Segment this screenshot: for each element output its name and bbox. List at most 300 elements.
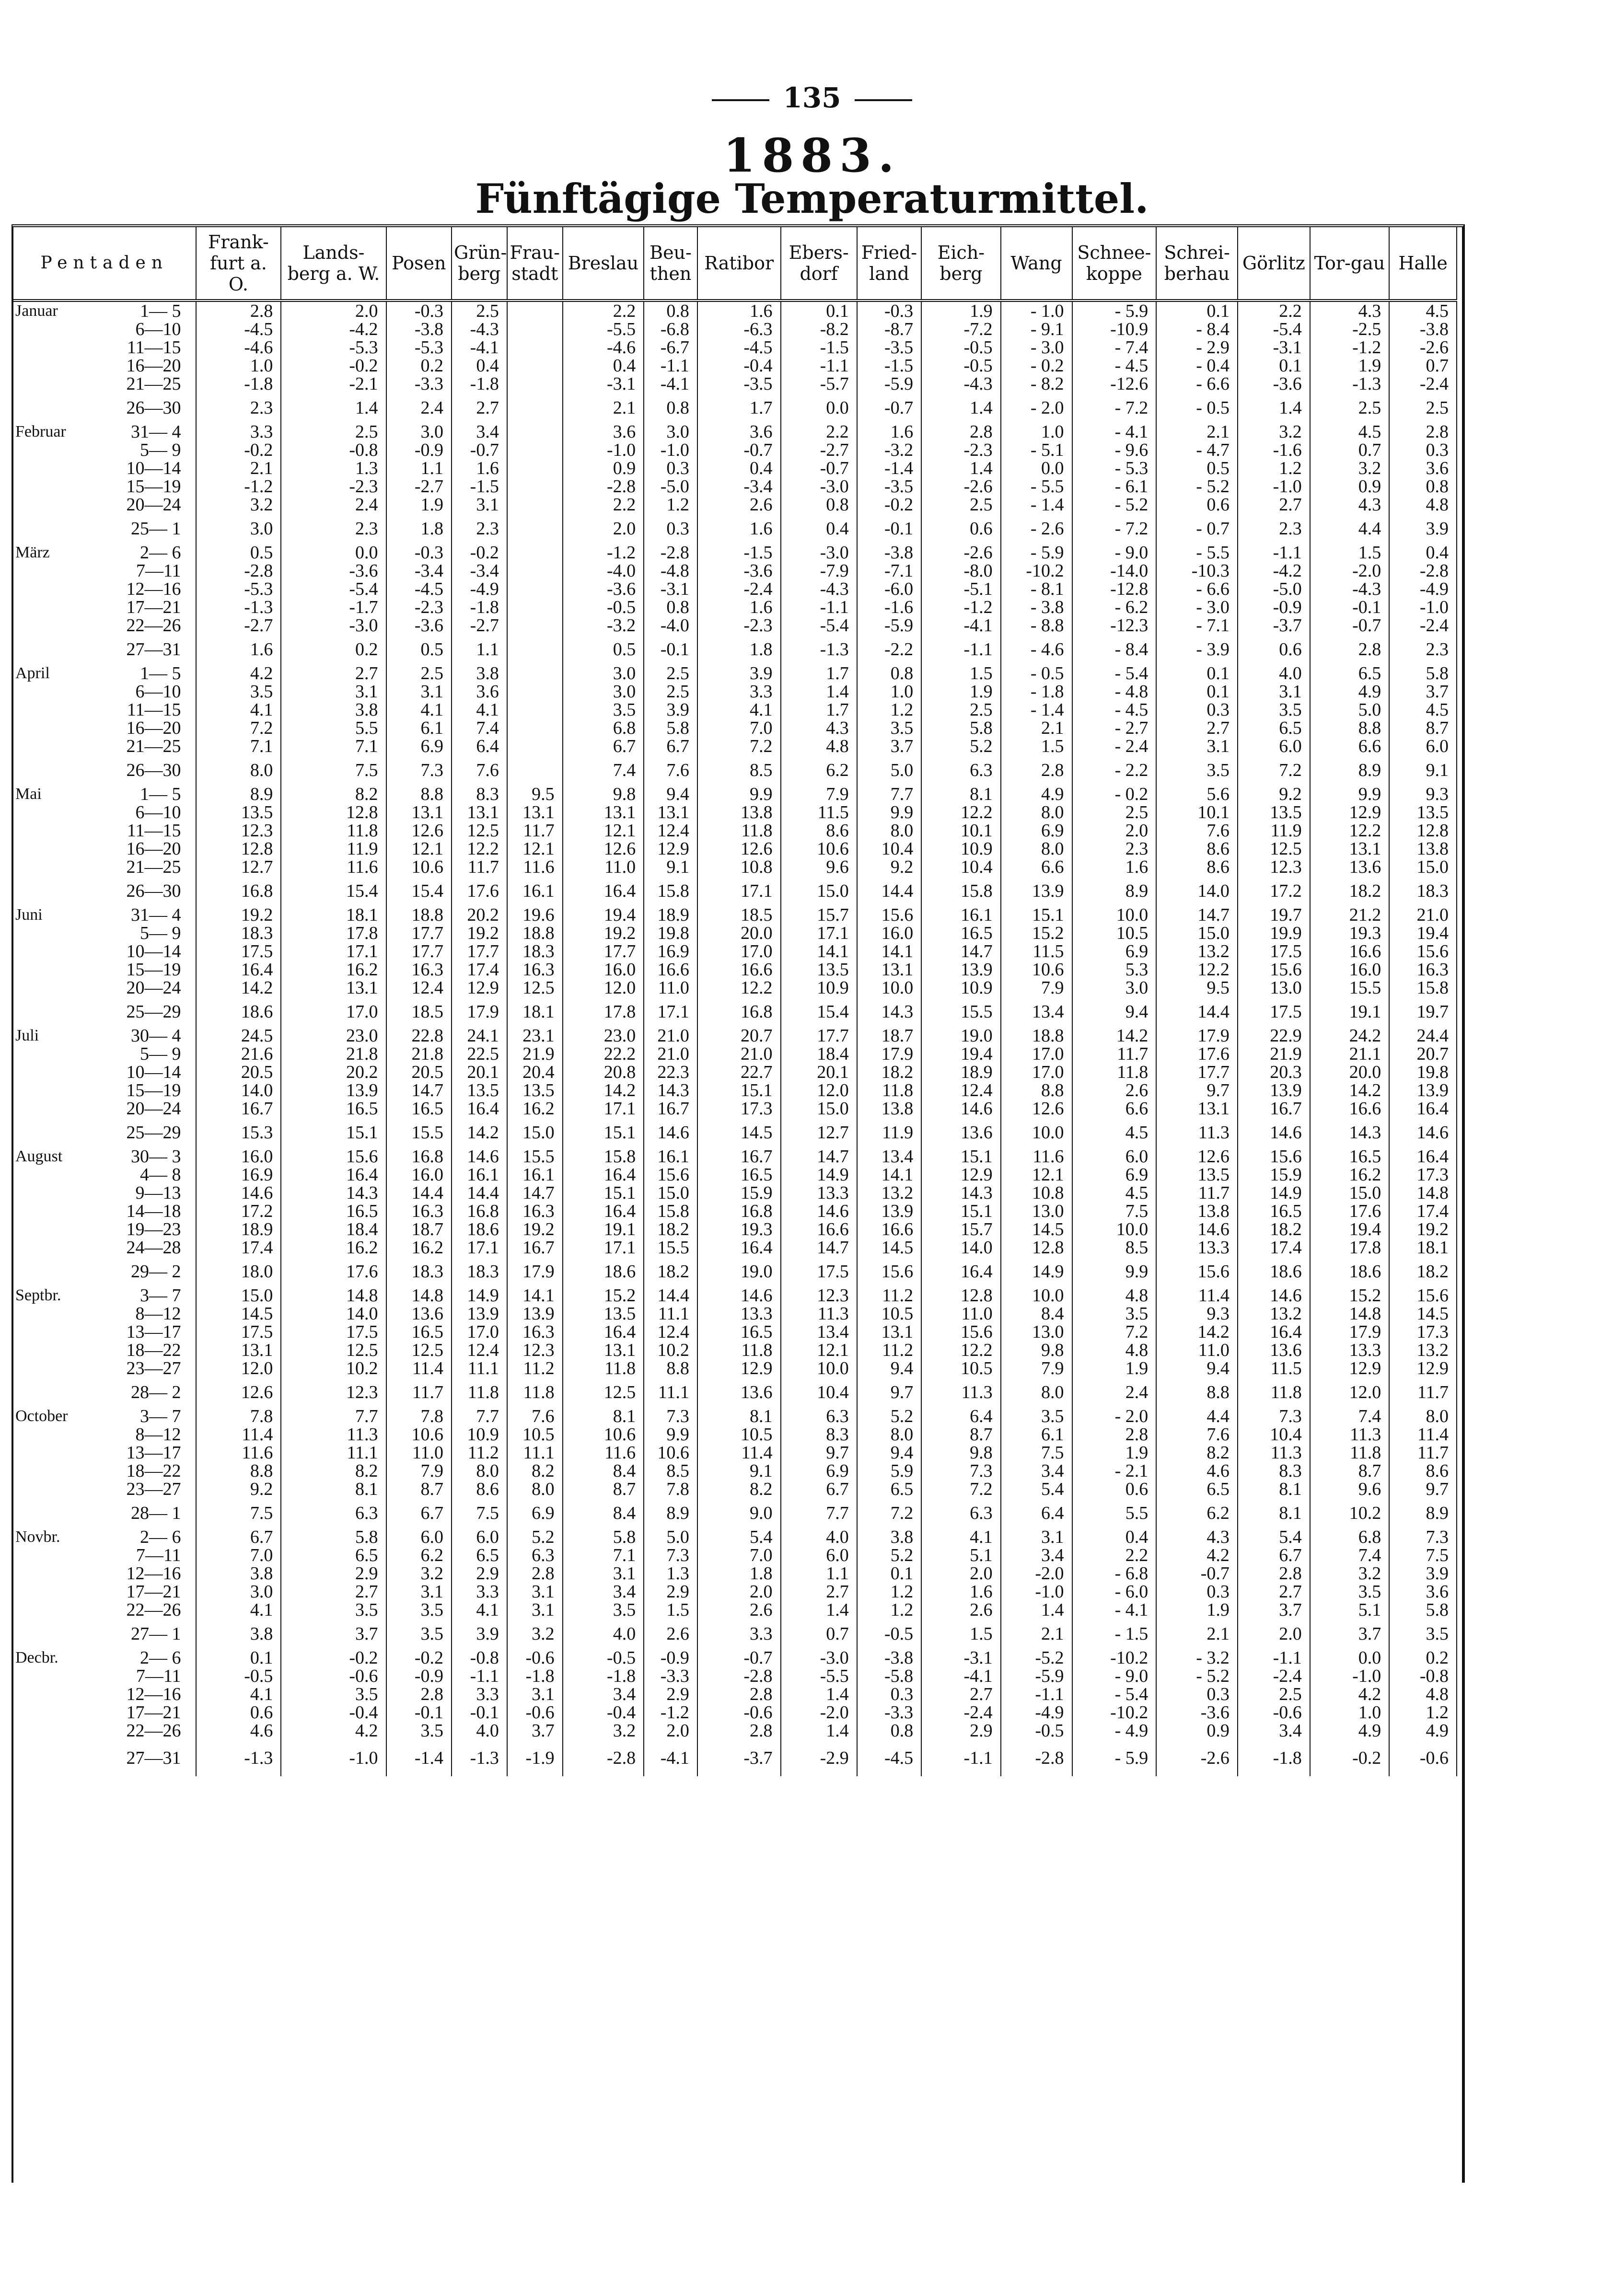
pentade-cell (13, 876, 196, 906)
value-cell: 15.5 (644, 1238, 697, 1257)
value-cell: 6.4 (921, 1407, 1000, 1425)
value-cell: 1.2 (857, 701, 921, 719)
value-cell: 2.6 (921, 1601, 1000, 1619)
value-cell: 5.4 (1001, 1480, 1072, 1498)
table-row (13, 1703, 1457, 1722)
pentade-cell (13, 906, 196, 924)
value-cell: 3.1 (563, 1564, 644, 1583)
value-cell: 1.6 (452, 459, 507, 477)
value-cell: 1.0 (1310, 1703, 1389, 1722)
value-cell: 2.8 (921, 423, 1000, 441)
value-cell: -2.3 (281, 477, 386, 496)
value-cell: 13.1 (196, 1341, 281, 1359)
value-cell: 9.5 (507, 785, 563, 803)
value-cell: 13.3 (781, 1184, 857, 1202)
table-row (13, 1601, 1457, 1619)
pentade-label: 5— 9 (140, 923, 181, 943)
value-cell: -0.6 (1238, 1703, 1310, 1722)
table-row (13, 1081, 1457, 1099)
value-cell: 18.6 (452, 1220, 507, 1238)
pentade-cell (13, 477, 196, 496)
value-cell: -4.9 (1001, 1703, 1072, 1722)
value-cell: 12.4 (921, 1081, 1000, 1099)
value-cell (507, 701, 563, 719)
value-cell (507, 496, 563, 514)
table-row (13, 719, 1457, 737)
value-cell: 7.3 (644, 1407, 697, 1425)
value-cell: 13.6 (921, 1118, 1000, 1147)
pentade-label: 17—21 (126, 1582, 181, 1602)
value-cell: 6.3 (281, 1498, 386, 1528)
value-cell: -2.8 (697, 1667, 781, 1685)
value-cell: 2.7 (281, 664, 386, 683)
pentade-cell (13, 1425, 196, 1444)
value-cell: -1.1 (1238, 1649, 1310, 1667)
value-cell: 8.8 (386, 785, 452, 803)
table-row (13, 1184, 1457, 1202)
value-cell: 16.1 (452, 1166, 507, 1184)
pentade-label: 22—26 (126, 615, 181, 636)
value-cell: 1.6 (697, 301, 781, 320)
pentade-label: 22—26 (126, 1600, 181, 1620)
value-cell: -4.5 (697, 338, 781, 357)
table-row (13, 562, 1457, 580)
value-cell: 2.5 (921, 701, 1000, 719)
value-cell: 11.0 (386, 1444, 452, 1462)
value-cell: 4.0 (563, 1619, 644, 1649)
pentade-cell (13, 562, 196, 580)
value-cell: 15.6 (1389, 1286, 1457, 1305)
value-cell: 17.4 (452, 960, 507, 979)
value-cell: 12.8 (1001, 1238, 1072, 1257)
value-cell: 13.4 (1001, 997, 1072, 1027)
value-cell: - 3.2 (1156, 1649, 1238, 1667)
value-cell: - 5.2 (1072, 496, 1157, 514)
column-header: Tor-gau (1310, 227, 1389, 301)
value-cell: 9.4 (1072, 997, 1157, 1027)
value-cell: -1.1 (1001, 1685, 1072, 1703)
pentade-cell (13, 616, 196, 635)
value-cell: -5.0 (1238, 580, 1310, 598)
value-cell: 15.0 (1156, 924, 1238, 942)
value-cell: 2.5 (921, 496, 1000, 514)
value-cell: 9.1 (1389, 755, 1457, 785)
value-cell: 11.7 (452, 858, 507, 876)
value-cell: 11.1 (644, 1377, 697, 1407)
value-cell: 17.0 (1001, 1045, 1072, 1063)
value-cell: -3.4 (452, 562, 507, 580)
value-cell (507, 635, 563, 664)
value-cell: 10.8 (1001, 1184, 1072, 1202)
value-cell: 14.7 (1156, 906, 1238, 924)
value-cell: 12.0 (563, 979, 644, 997)
value-cell: -2.6 (921, 477, 1000, 496)
value-cell: 16.4 (697, 1238, 781, 1257)
table-row (13, 514, 1457, 544)
value-cell: 21.0 (644, 1027, 697, 1045)
value-cell: 1.9 (1156, 1601, 1238, 1619)
table-row (13, 1220, 1457, 1238)
value-cell: 5.0 (1310, 701, 1389, 719)
value-cell: 16.0 (857, 924, 921, 942)
value-cell: 20.8 (563, 1063, 644, 1081)
value-cell: 9.9 (697, 785, 781, 803)
value-cell: 20.0 (1310, 1063, 1389, 1081)
value-cell: 15.3 (196, 1118, 281, 1147)
value-cell: 12.9 (697, 1359, 781, 1377)
value-cell: 13.8 (697, 803, 781, 822)
value-cell: 14.7 (507, 1184, 563, 1202)
table-row (13, 1564, 1457, 1583)
value-cell: 11.7 (1072, 1045, 1157, 1063)
value-cell: 7.5 (1389, 1546, 1457, 1564)
value-cell: 0.5 (386, 635, 452, 664)
value-cell: -0.2 (452, 544, 507, 562)
value-cell: 18.2 (1238, 1220, 1310, 1238)
pentade-label: 11—15 (127, 337, 181, 358)
value-cell: -5.5 (781, 1667, 857, 1685)
value-cell: 0.2 (386, 357, 452, 375)
value-cell: 11.1 (452, 1359, 507, 1377)
value-cell: 2.0 (281, 301, 386, 320)
value-cell: 6.7 (386, 1498, 452, 1528)
value-cell: 9.5 (1156, 979, 1238, 997)
value-cell: -2.2 (857, 635, 921, 664)
value-cell: 14.3 (1310, 1118, 1389, 1147)
value-cell: 3.6 (697, 423, 781, 441)
value-cell: 5.8 (1389, 664, 1457, 683)
pentade-cell (13, 1601, 196, 1619)
value-cell: 6.9 (1001, 822, 1072, 840)
value-cell: 11.4 (196, 1425, 281, 1444)
value-cell: 3.1 (507, 1583, 563, 1601)
value-cell: 17.5 (196, 1323, 281, 1341)
pentade-label: 17—21 (126, 1702, 181, 1723)
value-cell: 23.1 (507, 1027, 563, 1045)
value-cell: 14.6 (921, 1099, 1000, 1118)
value-cell: 0.1 (196, 1649, 281, 1667)
pentade-cell (13, 755, 196, 785)
value-cell: 8.3 (781, 1425, 857, 1444)
value-cell: 1.6 (1072, 858, 1157, 876)
value-cell: 3.5 (1238, 701, 1310, 719)
value-cell: 12.0 (196, 1359, 281, 1377)
value-cell: 8.0 (857, 822, 921, 840)
pentade-label: 26—30 (126, 398, 181, 418)
value-cell: -4.3 (921, 375, 1000, 393)
value-cell: 3.0 (196, 514, 281, 544)
value-cell: 17.0 (1001, 1063, 1072, 1081)
value-cell: 12.9 (921, 1166, 1000, 1184)
value-cell: 12.9 (644, 840, 697, 858)
value-cell: -1.8 (196, 375, 281, 393)
table-row (13, 1286, 1457, 1305)
value-cell: 10.6 (1001, 960, 1072, 979)
value-cell: 19.9 (1238, 924, 1310, 942)
value-cell: 8.0 (1001, 803, 1072, 822)
value-cell: 10.4 (857, 840, 921, 858)
value-cell: 17.3 (697, 1099, 781, 1118)
value-cell: 3.5 (386, 1722, 452, 1740)
value-cell: -2.4 (1389, 616, 1457, 635)
table-row (13, 1480, 1457, 1498)
value-cell: 2.8 (1310, 635, 1389, 664)
value-cell: - 5.4 (1072, 1685, 1157, 1703)
value-cell: 10.5 (697, 1425, 781, 1444)
value-cell: 13.5 (1238, 803, 1310, 822)
value-cell: 17.0 (697, 942, 781, 960)
value-cell: 14.6 (1238, 1118, 1310, 1147)
value-cell: 17.7 (386, 924, 452, 942)
value-cell: 14.3 (281, 1184, 386, 1202)
value-cell: -2.0 (1001, 1564, 1072, 1583)
value-cell: 14.2 (1072, 1027, 1157, 1045)
value-cell: 0.3 (1389, 441, 1457, 459)
value-cell: 0.1 (1238, 357, 1310, 375)
value-cell: 2.0 (1072, 822, 1157, 840)
value-cell: - 8.8 (1001, 616, 1072, 635)
value-cell: 2.2 (563, 301, 644, 320)
pentade-label: 15—19 (126, 1080, 181, 1100)
value-cell: 15.6 (921, 1323, 1000, 1341)
table-row (13, 701, 1457, 719)
value-cell: 8.0 (196, 755, 281, 785)
pentade-label: 1— 5 (140, 663, 181, 683)
value-cell: -0.5 (1001, 1722, 1072, 1740)
value-cell: -3.8 (1389, 320, 1457, 338)
value-cell: 3.4 (563, 1685, 644, 1703)
value-cell: 4.4 (1310, 514, 1389, 544)
value-cell: 4.2 (196, 664, 281, 683)
pentade-label: 10—14 (126, 458, 181, 478)
value-cell: 8.7 (921, 1425, 1000, 1444)
value-cell: 6.3 (507, 1546, 563, 1564)
table-row (13, 960, 1457, 979)
value-cell: -1.0 (1310, 1667, 1389, 1685)
value-cell: 17.1 (563, 1238, 644, 1257)
value-cell: 0.5 (196, 544, 281, 562)
table-row (13, 1444, 1457, 1462)
value-cell: 16.8 (452, 1202, 507, 1220)
pentade-label: 2— 6 (140, 1527, 181, 1547)
value-cell: 16.3 (507, 960, 563, 979)
value-cell: - 5.5 (1001, 477, 1072, 496)
value-cell: 6.3 (781, 1407, 857, 1425)
value-cell: 2.7 (921, 1685, 1000, 1703)
value-cell: 3.5 (563, 701, 644, 719)
pentade-cell (13, 997, 196, 1027)
value-cell: 10.8 (697, 858, 781, 876)
value-cell: -3.7 (1238, 616, 1310, 635)
pentade-label: 4— 8 (140, 1165, 181, 1185)
value-cell: 15.8 (644, 876, 697, 906)
value-cell: 20.3 (1238, 1063, 1310, 1081)
value-cell: 1.8 (697, 635, 781, 664)
table-row (13, 375, 1457, 393)
value-cell: -2.8 (1389, 562, 1457, 580)
table-row (13, 979, 1457, 997)
value-cell: 19.2 (563, 924, 644, 942)
value-cell: -3.0 (281, 616, 386, 635)
value-cell: 11.8 (1072, 1063, 1157, 1081)
value-cell: 17.6 (1310, 1202, 1389, 1220)
value-cell: 5.2 (857, 1407, 921, 1425)
value-cell: 0.3 (1156, 1583, 1238, 1601)
table-row (13, 840, 1457, 858)
value-cell: 14.2 (452, 1118, 507, 1147)
value-cell: -0.5 (921, 338, 1000, 357)
value-cell: 17.6 (452, 876, 507, 906)
value-cell: 14.2 (196, 979, 281, 997)
value-cell: -0.9 (644, 1649, 697, 1667)
value-cell: 3.5 (386, 1601, 452, 1619)
value-cell: 1.4 (921, 459, 1000, 477)
value-cell: 11.1 (644, 1305, 697, 1323)
value-cell: 7.5 (452, 1498, 507, 1528)
value-cell: - 5.9 (1072, 1740, 1157, 1776)
value-cell: -5.3 (386, 338, 452, 357)
value-cell: 14.1 (857, 942, 921, 960)
value-cell: 18.9 (921, 1063, 1000, 1081)
value-cell: 9.2 (1238, 785, 1310, 803)
value-cell: 2.8 (1238, 1564, 1310, 1583)
value-cell: 3.2 (563, 1722, 644, 1740)
column-header: Grün-berg (452, 227, 507, 301)
value-cell: 20.2 (281, 1063, 386, 1081)
value-cell: 0.4 (452, 357, 507, 375)
value-cell: -3.5 (857, 338, 921, 357)
pentade-cell (13, 1685, 196, 1703)
value-cell: -2.8 (644, 544, 697, 562)
value-cell: -0.4 (563, 1703, 644, 1722)
value-cell: 22.7 (697, 1063, 781, 1081)
value-cell (507, 320, 563, 338)
value-cell: 3.6 (1389, 1583, 1457, 1601)
value-cell: 3.1 (281, 683, 386, 701)
value-cell: - 3.0 (1156, 598, 1238, 616)
value-cell: 6.7 (196, 1528, 281, 1546)
value-cell: 14.8 (1389, 1184, 1457, 1202)
value-cell: 2.5 (281, 423, 386, 441)
value-cell: 16.3 (386, 960, 452, 979)
value-cell: 16.1 (921, 906, 1000, 924)
value-cell: 15.6 (1156, 1257, 1238, 1286)
value-cell: 3.0 (563, 664, 644, 683)
value-cell: 15.0 (781, 1099, 857, 1118)
value-cell: 2.1 (1156, 1619, 1238, 1649)
value-cell: -5.0 (644, 477, 697, 496)
value-cell: 7.5 (281, 755, 386, 785)
value-cell: -5.3 (196, 580, 281, 598)
value-cell: 6.3 (921, 755, 1000, 785)
value-cell: 1.9 (386, 496, 452, 514)
value-cell: -10.2 (1072, 1649, 1157, 1667)
value-cell: 14.4 (452, 1184, 507, 1202)
value-cell: -1.2 (644, 1703, 697, 1722)
value-cell: -0.5 (921, 357, 1000, 375)
value-cell: 5.4 (1238, 1528, 1310, 1546)
value-cell: 2.5 (1389, 393, 1457, 423)
value-cell: 11.5 (1238, 1359, 1310, 1377)
value-cell: - 2.0 (1072, 1407, 1157, 1425)
value-cell: -0.9 (386, 1667, 452, 1685)
pentade-label: 27—31 (126, 1748, 181, 1768)
value-cell: 8.6 (1389, 1462, 1457, 1480)
value-cell: 12.6 (1001, 1099, 1072, 1118)
value-cell: 14.2 (563, 1081, 644, 1099)
value-cell: -8.2 (781, 320, 857, 338)
value-cell: 15.1 (281, 1118, 386, 1147)
value-cell: 13.2 (1238, 1305, 1310, 1323)
value-cell: 11.7 (507, 822, 563, 840)
value-cell: 11.9 (1238, 822, 1310, 840)
value-cell: 14.7 (386, 1081, 452, 1099)
value-cell: 21.6 (196, 1045, 281, 1063)
pentade-label: 15—19 (126, 960, 181, 980)
value-cell: 0.9 (1310, 477, 1389, 496)
value-cell: 3.1 (1001, 1528, 1072, 1546)
value-cell: 8.6 (452, 1480, 507, 1498)
value-cell: -3.8 (857, 1649, 921, 1667)
value-cell: 21.8 (281, 1045, 386, 1063)
value-cell: -5.3 (281, 338, 386, 357)
value-cell: -10.3 (1156, 562, 1238, 580)
value-cell: 1.4 (1001, 1601, 1072, 1619)
value-cell: 16.0 (1310, 960, 1389, 979)
value-cell: 17.9 (507, 1257, 563, 1286)
value-cell: -1.1 (1238, 544, 1310, 562)
value-cell: 2.6 (644, 1619, 697, 1649)
value-cell: 15.0 (1389, 858, 1457, 876)
value-cell: 0.0 (781, 393, 857, 423)
value-cell: -1.5 (781, 338, 857, 357)
value-cell: 12.6 (1156, 1147, 1238, 1166)
value-cell: 14.8 (1310, 1305, 1389, 1323)
value-cell: -0.8 (281, 441, 386, 459)
value-cell: 17.1 (563, 1099, 644, 1118)
month-label: Januar (15, 302, 58, 320)
value-cell: 17.9 (857, 1045, 921, 1063)
value-cell: 1.7 (781, 701, 857, 719)
value-cell: 8.6 (1156, 840, 1238, 858)
value-cell: 16.6 (697, 960, 781, 979)
value-cell: 11.4 (1389, 1425, 1457, 1444)
value-cell: 3.2 (1238, 423, 1310, 441)
value-cell: -4.2 (281, 320, 386, 338)
value-cell: 11.4 (697, 1444, 781, 1462)
value-cell: 15.0 (507, 1118, 563, 1147)
value-cell: 21.8 (386, 1045, 452, 1063)
value-cell: -3.4 (386, 562, 452, 580)
table-row (13, 1238, 1457, 1257)
value-cell: 11.8 (452, 1377, 507, 1407)
value-cell: -1.6 (1238, 441, 1310, 459)
value-cell: 3.9 (452, 1619, 507, 1649)
value-cell: 2.8 (697, 1722, 781, 1740)
month-label: Septbr. (15, 1286, 61, 1304)
value-cell: 13.6 (1310, 858, 1389, 876)
value-cell: 12.7 (196, 858, 281, 876)
value-cell: -5.2 (1001, 1649, 1072, 1667)
table-row (13, 1305, 1457, 1323)
value-cell: -1.0 (1238, 477, 1310, 496)
value-cell: 2.3 (1389, 635, 1457, 664)
pentade-label: 10—14 (126, 1062, 181, 1082)
pentade-label: 12—16 (126, 1684, 181, 1704)
value-cell: 18.8 (507, 924, 563, 942)
value-cell: 4.1 (196, 701, 281, 719)
value-cell: 14.7 (781, 1238, 857, 1257)
